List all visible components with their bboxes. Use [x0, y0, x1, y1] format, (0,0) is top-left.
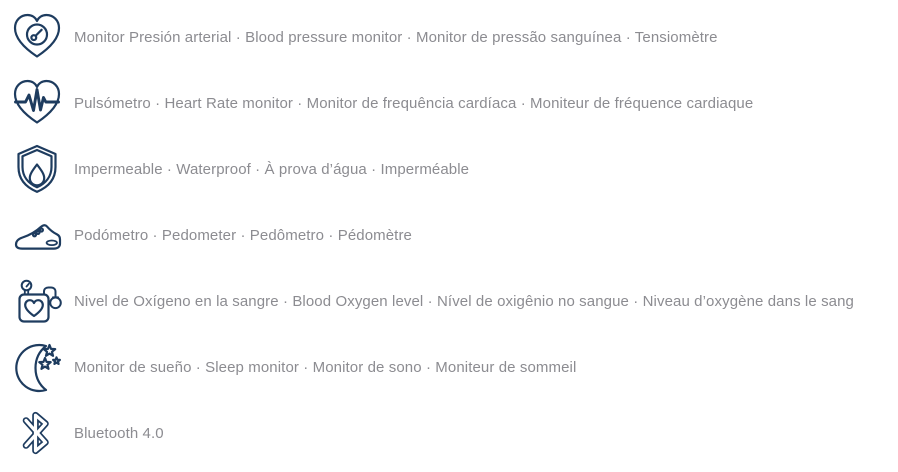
bluetooth-icon	[8, 404, 66, 462]
feature-row-pedometer	[8, 202, 898, 268]
feature-label-heart-rate: Pulsómetro · Heart Rate monitor · Monitor de frequência cardíaca · Moniteur de fréquence cardiaque	[74, 94, 754, 112]
blood-pressure-monitor-icon	[8, 8, 66, 66]
sleep-monitor-moon-icon	[8, 338, 66, 396]
feature-label-blood-pressure: Monitor Presión arterial · Blood pressure monitor · Monitor de pressão sanguínea · Tensiomètre	[74, 28, 718, 46]
feature-row-heart-rate	[8, 70, 898, 136]
blood-oxygen-level-icon	[8, 272, 66, 330]
feature-label-waterproof: Impermeable · Waterproof · À prova d’água · Imperméable	[74, 160, 470, 178]
heart-rate-monitor-icon	[8, 74, 66, 132]
feature-row-blood-oxygen	[8, 268, 898, 334]
feature-label-blood-oxygen: Nivel de Oxígeno en la sangre · Blood Oxygen level · Nível de oxigênio no sangue · Niveau d’oxygène dans le sang	[74, 292, 855, 310]
feature-row-bluetooth	[8, 400, 898, 466]
feature-row-sleep-monitor	[8, 334, 898, 400]
feature-label-bluetooth: Bluetooth 4.0	[74, 424, 164, 442]
feature-row-waterproof	[8, 136, 898, 202]
waterproof-shield-icon	[8, 140, 66, 198]
feature-label-sleep-monitor: Monitor de sueño · Sleep monitor · Monitor de sono · Moniteur de sommeil	[74, 358, 577, 376]
pedometer-shoe-icon	[8, 206, 66, 264]
feature-row-blood-pressure	[8, 4, 898, 70]
feature-label-pedometer: Podómetro · Pedometer · Pedômetro · Pédomètre	[74, 226, 412, 244]
